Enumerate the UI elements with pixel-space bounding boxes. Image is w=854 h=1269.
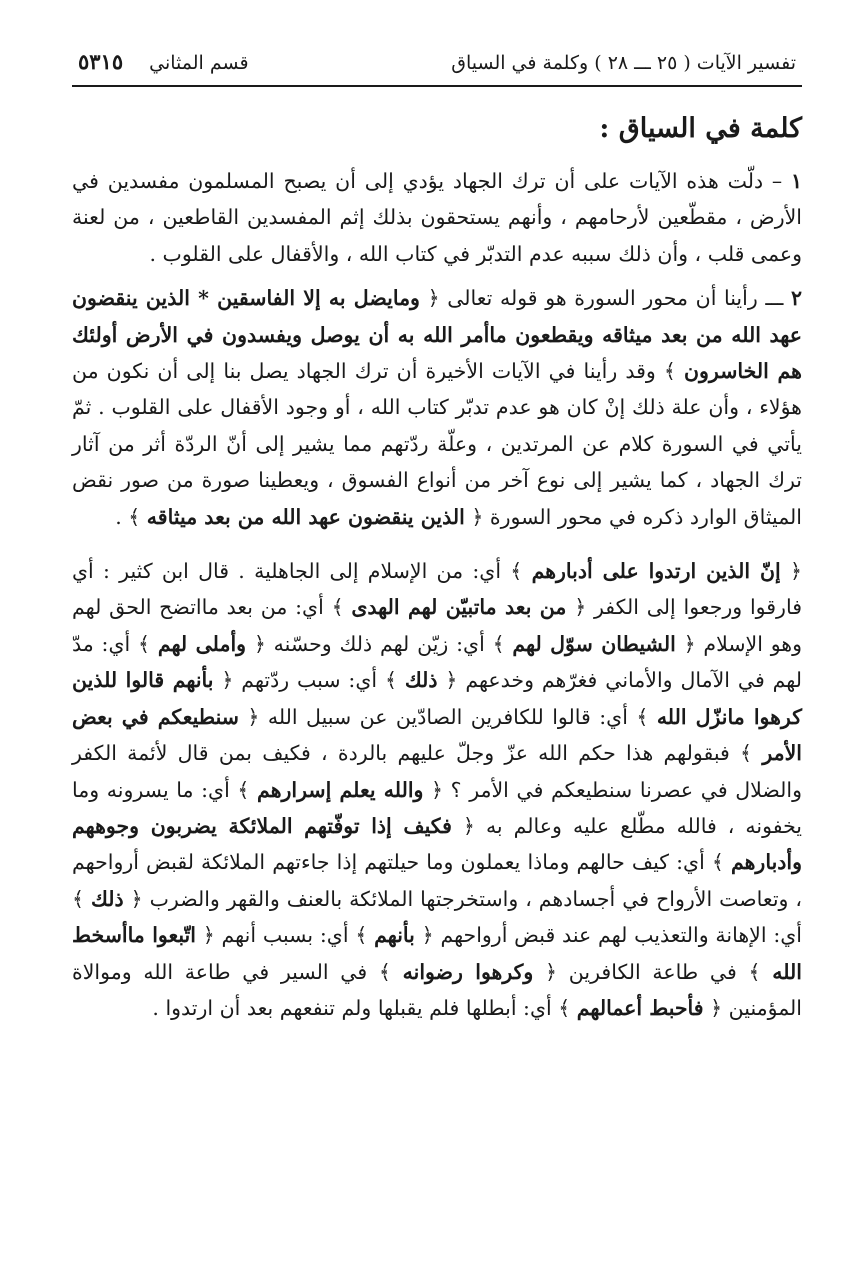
text-run: ﴾ أي: من الإسلام إلى الجاهلية . قال ابن كثير : أي فارقوا ورجعوا إلى الكفر ﴿ (72, 559, 803, 620)
paragraph-3 (72, 553, 802, 1026)
quran-quote: الشيطان سوّل لهم (512, 631, 676, 656)
quran-quote: فأحبط أعمالهم (576, 995, 704, 1020)
paragraph-number: ٢ (790, 286, 802, 311)
text-run: ﴾ أي: زيّن لهم ذلك وحسّنه ﴿ (246, 631, 513, 656)
text-run: ﴾ . (115, 504, 147, 529)
quran-quote: بأنهم (374, 923, 415, 948)
quran-quote: ذلك (404, 668, 438, 693)
text-run: ﴾ في السير في طاعة الله وموالاة المؤمنين ﴿ (72, 959, 802, 1020)
running-title: تفسير الآيات ( ٢٥ ـــ ٢٨ ) وكلمة في السياق (451, 52, 796, 74)
quran-quote: فكيف إذا توفّتهم الملائكة يضربون وجوههم وأدبارهم (72, 813, 802, 875)
quran-quote: اتّبعوا ماأسخط الله (72, 923, 802, 984)
part-name: قسم المثاني (149, 52, 249, 74)
quran-quote: ذلك (90, 886, 124, 911)
text-run: ﴿ (780, 559, 803, 584)
section-heading: كلمة في السياق : (599, 113, 802, 144)
text-run: ﴾ في طاعة الكافرين ﴿ (533, 959, 773, 984)
text-run: ﴾ وقد رأينا في الآيات الأخيرة أن ترك الجهاد يصل بنا إلى أن نكون من هؤلاء ، وأن علة ذلك إنْ كان هو عدم تدبّر كتاب الله ، أو وجود الأقفال على القلوب . ثمّ يأتي في السورة كلام عن المرتدين ، وعلّة ردّتهم مما يشير إلى أنّ الردّة أثر من آثار ترك الجهاد ، كما يشير إلى نوع آخر من أنواع الفسوق ، ويعطينا صورة من صور نقض الميثاق الوارد ذكره في محور السورة ﴿ (72, 359, 802, 529)
paragraph-1 (72, 163, 802, 272)
text-run: ﴾ أي: كيف حالهم وماذا يعملون وما حيلتهم إذا جاءتهم الملائكة لقبض أرواحهم ، وتعاصت الأرواح في أجسادهم ، واستخرجتها الملائكة بالعنف والقهر والضرب ﴿ (72, 850, 803, 911)
text-run: ﴾ أي: من بعد مااتضح الحق لهم وهو الإسلام ﴿ (72, 595, 802, 656)
quran-quote: ومايضل به إلا الفاسقين * الذين ينقضون عهد الله من بعد ميثاقه ويقطعون ماأمر الله به أن يوصل ويفسدون في الأرض أولئك هم الخاسرون (72, 286, 802, 384)
quran-quote: إنّ الذين ارتدوا على أدبارهم (531, 559, 781, 584)
text-run: ﴾ أي: الإهانة والتعذيب لهم عند قبض أرواحهم ﴿ (72, 886, 802, 948)
page-number: ٥٣١٥ (78, 49, 124, 74)
text-run: ﴾ أي: سبب ردّتهم ﴿ (213, 668, 405, 693)
quran-quote: وكرهوا رضوانه (402, 959, 534, 984)
text-run: – دلّت هذه الآيات على أن ترك الجهاد يؤدي إلى أن يصبح المسلمون مفسدين في الأرض ، مقطّعين لأرحامهم ، وأنهم يستحقون بذلك إثم المفسدين القاطعين ، من لعنة وعمى قلب ، وأن ذلك سببه عدم التدبّر في كتاب الله ، والأقفال على القلوب . (72, 169, 802, 266)
paragraph-2 (72, 280, 802, 535)
text-run: ـــ رأينا أن محور السورة هو قوله تعالى ﴿ (419, 286, 791, 311)
text-run: ﴾ فبقولهم هذا حكم الله عزّ وجلّ عليهم بالردة ، فكيف بمن قال لأئمة الكفر والضلال في عصرنا سنطيعكم في الأمر ؟ ﴿ (72, 741, 802, 802)
quran-quote: والله يعلم إسرارهم (257, 777, 424, 802)
text-run: ﴾ أي: ما يسرونه وما يخفونه ، فالله مطّلع عليه وعالم به ﴿ (72, 777, 803, 838)
page-header (72, 48, 802, 87)
text-run: ﴾ أي: قالوا للكافرين الصادّين عن سبيل الله ﴿ (238, 704, 657, 729)
text-run: ﴾ أي: بسبب أنهم ﴿ (195, 923, 375, 948)
header-left-group (78, 48, 249, 77)
quran-quote: الذين ينقضون عهد الله من بعد ميثاقه (146, 504, 465, 529)
quran-quote: بأنهم قالوا للذين كرهوا مانزّل الله (72, 668, 802, 729)
quran-quote: من بعد ماتبيّن لهم الهدى (351, 595, 567, 620)
paragraph-number: ١ (790, 169, 802, 193)
quran-quote: سنطيعكم في بعض الأمر (72, 704, 802, 766)
text-run: ﴾ أي: مدّ لهم في الآمال والأماني فغرّهم وخدعهم ﴿ (72, 631, 802, 693)
text-run: ﴾ أي: أبطلها فلم يقبلها ولم تنفعهم بعد أن ارتدوا . (152, 995, 577, 1020)
quran-quote: وأملى لهم (157, 631, 247, 656)
